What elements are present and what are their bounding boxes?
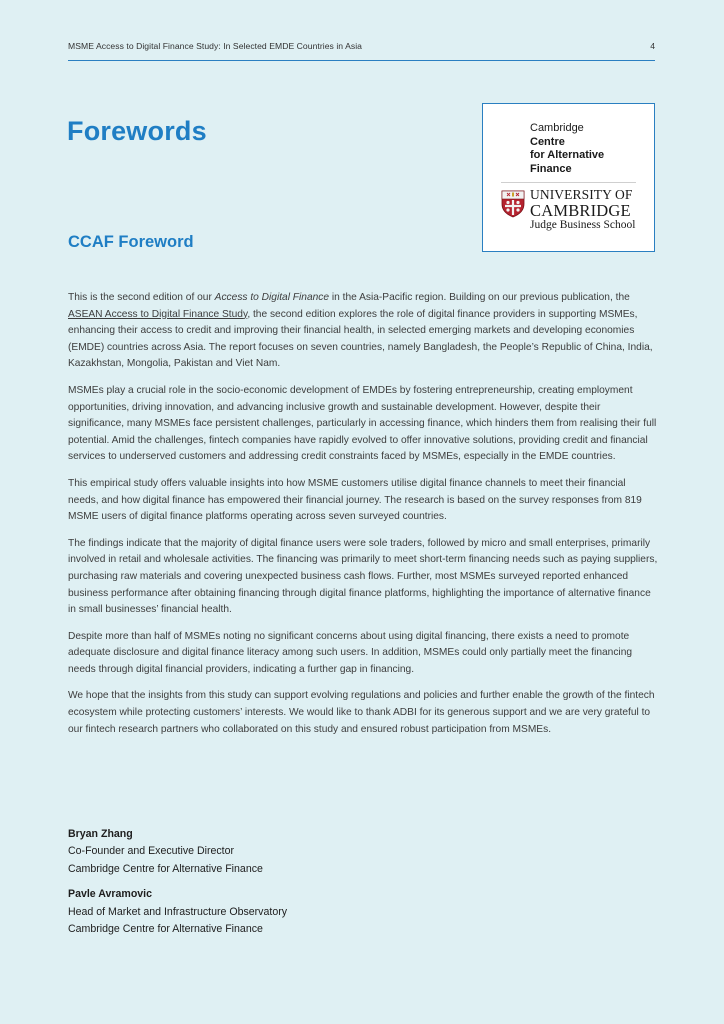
- ccaf-logo-box: [482, 103, 655, 252]
- paragraph-1-text-b: in the Asia-Pacific region. Building on our previous publication, the: [329, 292, 630, 303]
- signatory-role: Co-Founder and Executive Director: [68, 845, 235, 858]
- university-wordmark: [530, 188, 635, 232]
- header-title: MSME Access to Digital Finance Study: In Selected EMDE Countries in Asia: [68, 41, 363, 51]
- paragraph-6: We hope that the insights from this study can support evolving regulations and policies and further enable the growth of the fintech ecosystem while protecting customers’ interests. We would like to thank ADBI for its generous support and we are very grateful to our fintech research partners who collaborated on this study and ensured robust participation from MSMEs.: [68, 690, 655, 735]
- logo-divider: [501, 182, 636, 183]
- signatory-role: Head of Market and Infrastructure Observatory: [68, 905, 288, 918]
- paragraph-5: Despite more than half of MSMEs noting no significant concerns about using digital financing, there exists a need to promote adequate disclosure and digital finance literacy among such users. In addition, MSMEs could only partially meet the financing needs through digital financial providers, indicating a further gap in financing.: [68, 630, 633, 675]
- section-title: CCAF Foreword: [68, 233, 194, 251]
- university-line-3: Judge Business School: [530, 219, 636, 231]
- ccaf-line-3: for Alternative: [530, 149, 605, 161]
- paragraph-4: The findings indicate that the majority of digital finance users were sole traders, followed by micro and small enterprises, primarily involved in retail and wholesale activities. The financing was primarily to meet short-term financing needs such as paying suppliers, purchasing raw materials and covering unexpected business cash flows. Further, most MSMEs surveyed reported enhanced business performance after obtaining financing through digital finance platforms, highlighting the importance of alternative finance in small businesses’ financial health.: [68, 537, 658, 616]
- signature-block: [68, 826, 468, 878]
- signatory-org: Cambridge Centre for Alternative Finance: [68, 862, 263, 875]
- signatures: [68, 826, 468, 946]
- page-number: 4: [650, 41, 655, 51]
- paragraph-2: MSMEs play a crucial role in the socio-economic development of EMDEs by fostering entrepreneurship, creating employment opportunities, driving innovation, and advancing inclusive growth and sustainable development. However, despite their significance, many MSMEs face persistent challenges, particularly in accessing finance, which hinders them from realising their full potential. Amid the challenges, fintech companies have rapidly evolved to offer innovative solutions, providing credit and financial services to underserved customers and addressing credit constraints faced by MSMEs, especially in the EMDE countries.: [68, 384, 657, 463]
- signatory-org: Cambridge Centre for Alternative Finance: [68, 923, 263, 936]
- university-line-1: UNIVERSITY OF: [530, 187, 633, 202]
- university-line-2: CAMBRIDGE: [530, 201, 631, 220]
- page-title: Forewords: [67, 116, 207, 146]
- ccaf-line-1: Cambridge: [530, 122, 584, 134]
- running-header: [68, 41, 655, 61]
- paragraph-1-italic: Access to Digital Finance: [214, 292, 330, 303]
- paragraph-1-text-a: This is the second edition of our: [68, 292, 215, 303]
- foreword-body: [68, 290, 658, 748]
- ccaf-wordmark: [530, 122, 604, 176]
- paragraph-1: [68, 290, 658, 373]
- signatory-name: Bryan Zhang: [68, 828, 133, 840]
- signature-block: [68, 886, 468, 938]
- paragraph-3: This empirical study offers valuable insights into how MSME customers utilise digital finance channels to meet their financial needs, and how digital finance has empowered their financial journey. The research is based on the survey responses from 819 MSME users of digital finance platforms operating across seven surveyed countries.: [68, 477, 642, 523]
- ccaf-line-4: Finance: [530, 162, 572, 175]
- ccaf-line-2: Centre: [530, 135, 565, 148]
- paragraph-1-text-c: , the second edition explores the role of digital finance providers in supporting MSMEs, enhancing their access to credit and improving their financial health, in selected emerging markets and developing economies (EMDE) countries across Asia. The report focuses on seven countries, namely Bangladesh, the People’s Republic of China, India, Kazakhstan, Mongolia, Pakistan and Viet Nam.: [68, 308, 653, 370]
- cambridge-crest-icon: [501, 190, 525, 218]
- signatory-name: Pavle Avramovic: [68, 888, 153, 901]
- asean-study-link[interactable]: ASEAN Access to Digital Finance Study: [68, 308, 248, 320]
